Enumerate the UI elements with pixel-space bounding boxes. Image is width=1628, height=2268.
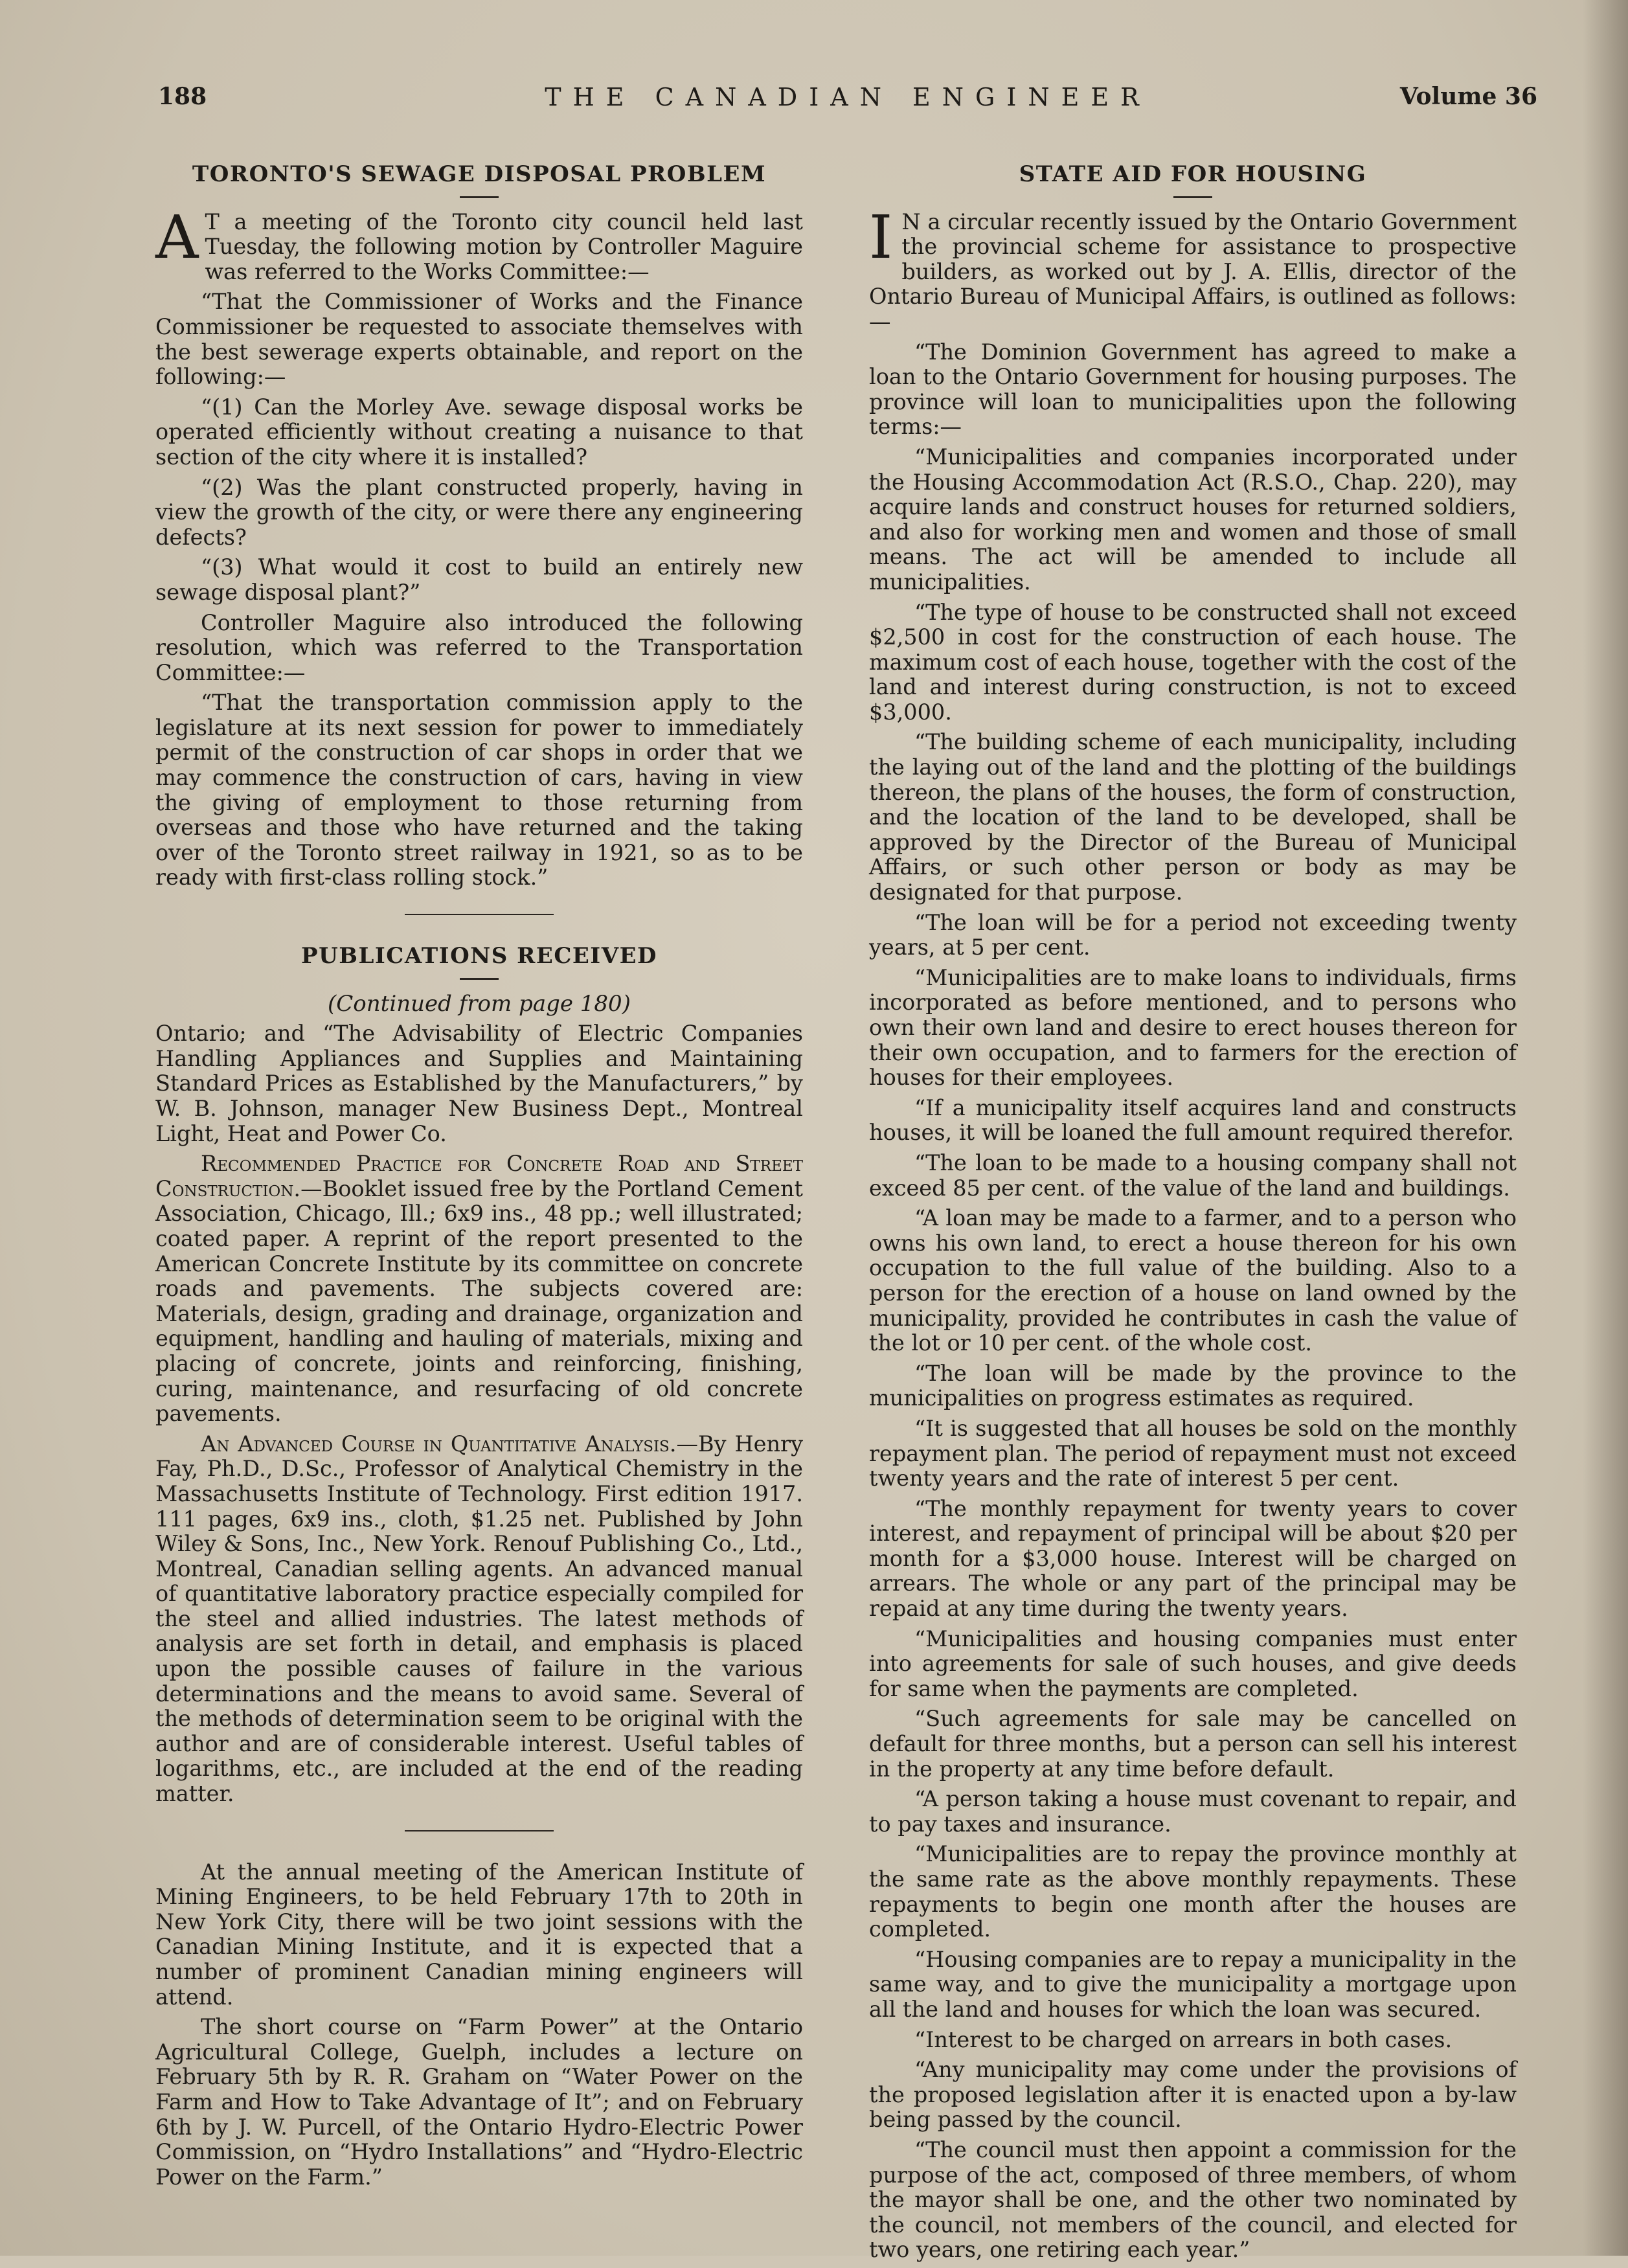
news-note: At the annual meeting of the American Institute of Mining Engineers, to be held February 17th to 20th in New York City, there will be two joint sessions with the Canadian Mining Institute, and it is expected that a number of prominent Canadian mining engineers will attend. xyxy=(155,1859,803,2010)
title-rule xyxy=(460,978,499,980)
volume-label: Volume 36 xyxy=(1399,83,1537,110)
housing-paragraph: “Interest to be charged on arrears in both cases. xyxy=(914,2026,1453,2052)
continued-note: (Continued from page 180) xyxy=(328,990,631,1017)
housing-paragraph: “Such agreements for sale may be cancelled on default for three months, but a person can sell his interest in the property at any time before default. xyxy=(869,1706,1517,1782)
sewage-paragraph: “That the Commissioner of Works and the Finance Commissioner be requested to associate themselves with the best sewerage experts obtainable, and report on the following:— xyxy=(155,289,803,390)
housing-paragraph: “The council must then appoint a commission for the purpose of the act, composed of three members, of whom the mayor shall be one, and the other two nominated by the council, not members of the council, and elected for two years, one retiring each year.” xyxy=(869,2137,1517,2263)
housing-paragraph: “Municipalities and housing companies must enter into agreements for sale of such houses, and give deeds for same when the payments are completed. xyxy=(869,1626,1517,1701)
housing-paragraph: “If a municipality itself acquires land and constructs houses, it will be loaned the full amount required therefor. xyxy=(869,1094,1517,1146)
housing-paragraph: “The building scheme of each municipality, including the laying out of the land and the plotting of the buildings thereon, the plans of the houses, the form of construction, and the location of the land to be developed, shall be approved by the Director of the Bureau of Municipal Affairs, or such other person or body as may be designated for that purpose. xyxy=(869,729,1517,905)
sewage-paragraph: “That the transportation commission apply to the legislature at its next session for power to immediately permit of the construction of car shops in order that we may commence the construction of cars, having in view the giving of employment to those returning from overseas and those who have returned and the taking over of the Toronto street railway in 1921, so as to be ready with first-class rolling stock.” xyxy=(155,690,803,890)
sewage-paragraph: Controller Maguire also introduced the following resolution, which was referred to the Transportation Committee:— xyxy=(155,609,803,685)
housing-paragraph: “Municipalities are to make loans to individuals, firms incorporated as before mentioned, and to persons who own their own land and desire to erect houses thereon for their own occupation, and to farmers for the erection of houses for their employees. xyxy=(869,964,1517,1091)
housing-paragraph: “The loan will be made by the province to the municipalities on progress estimates as required. xyxy=(869,1360,1517,1411)
housing-paragraph: “Municipalities are to repay the province monthly at the same rate as the above monthly repayments. These repayments to begin one month after the houses are completed. xyxy=(869,1841,1517,1942)
publication-entry: Recommended Practice for Concrete Road and Street Construction.—Booklet issued free by the Portland Cement Association, Chicago, Ill.; 6x9 ins., 48 pp.; well illustrated; coated paper. A reprint of the report presented to the American Concrete Institute by its committee on concrete roads and pavements. The subjects covered are: Materials, design, grading and drainage, organization and equipment, handling and hauling of materials, mixing and placing of concrete, joints and reinforcing, finishing, curing, maintenance, and resurfacing of old concrete pavements. xyxy=(155,1151,803,1427)
housing-paragraph: “The Dominion Government has agreed to make a loan to the Ontario Government for housing purposes. The province will loan to municipalities upon the following terms:— xyxy=(869,339,1517,440)
sewage-paragraph: “(3) What would it cost to build an entirely new sewage disposal plant?” xyxy=(155,554,803,605)
sewage-article-title: TORONTO'S SEWAGE DISPOSAL PROBLEM xyxy=(192,161,767,187)
publication-heading: Recommended Practice for Concrete Road and Street Construction. xyxy=(155,1151,803,1201)
publications-title: PUBLICATIONS RECEIVED xyxy=(301,943,657,970)
page-spine-shadow xyxy=(1583,0,1628,2256)
housing-paragraph: “Housing companies are to repay a municipality in the same way, and to give the municipality a mortgage upon all the land and houses for which the loan was secured. xyxy=(869,1946,1517,2022)
housing-paragraph: “It is suggested that all houses be sold on the monthly repayment plan. The period of repayment must not exceed twenty years and the rate of interest 5 per cent. xyxy=(869,1415,1517,1491)
left-column xyxy=(155,162,803,2195)
section-divider xyxy=(405,1830,554,1831)
title-rule xyxy=(1173,196,1212,198)
housing-article-title: STATE AID FOR HOUSING xyxy=(1019,161,1367,187)
publication-heading: An Advanced Course in Quantitative Analysis. xyxy=(201,1431,677,1457)
housing-paragraph: “Municipalities and companies incorporated under the Housing Accommodation Act (R.S.O., Chap. 220), may acquire lands and construct houses for returned soldiers, and also for working men and women and those of small means. The act will be amended to include all municipalities. xyxy=(869,444,1517,595)
sewage-paragraph: A T a meeting of the Toronto city council held last Tuesday, the following motion by Controller Maguire was referred to the Works Committee:— xyxy=(155,202,803,284)
sewage-paragraph: “(1) Can the Morley Ave. sewage disposal works be operated efficiently without creating a nuisance to that section of the city where it is installed? xyxy=(155,394,803,470)
housing-paragraph: “The loan will be for a period not exceeding twenty years, at 5 per cent. xyxy=(869,909,1517,960)
news-note: The short course on “Farm Power” at the Ontario Agricultural College, Guelph, includes a lecture on February 5th by R. R. Graham on “Water Power on the Farm and How to Take Advantage of It”; and on February 6th by J. W. Purcell, of the Ontario Hydro-Electric Power Commission, on “Hydro Installations” and “Hydro-Electric Power on the Farm.” xyxy=(155,2014,803,2190)
right-column xyxy=(869,162,1517,2268)
running-header xyxy=(158,83,1537,122)
housing-paragraph: “The type of house to be constructed shall not exceed $2,500 in cost for the construction of each house. The maximum cost of each house, together with the cost of the land and interest during construction, is not to exceed $3,000. xyxy=(869,599,1517,725)
drop-cap: I xyxy=(869,202,893,272)
drop-cap: A xyxy=(155,202,199,272)
housing-paragraph: “A loan may be made to a farmer, and to a person who owns his own land, to erect a house thereon for his own occupation to the full value of the building. Also to a person for the erection of a house on land owned by the municipality, provided he contributes in cash the value of the lot or 10 per cent. of the whole cost. xyxy=(869,1205,1517,1356)
housing-paragraph: I N a circular recently issued by the Ontario Government the provincial scheme for assistance to prospective builders, as worked out by J. A. Ellis, director of the Ontario Bureau of Municipal Affairs, is outlined as follows:— xyxy=(869,202,1517,334)
page-number: 188 xyxy=(158,83,207,110)
journal-title: THE CANADIAN ENGINEER xyxy=(545,83,1151,111)
publication-entry: An Advanced Course in Quantitative Analysis.—By Henry Fay, Ph.D., D.Sc., Professor of Analytical Chemistry in the Massachusetts Institute of Technology. First edition 1917. 111 pages, 6x9 ins., cloth, $1.25 net. Published by John Wiley & Sons, Inc., New York. Renouf Publishing Co., Ltd., Montreal, Canadian selling agents. An advanced manual of quantitative laboratory practice especially compiled for the steel and allied industries. The latest methods of analysis are set forth in detail, and emphasis is placed upon the possible causes of failure in the various determinations and the means to avoid same. Several of the methods of determination seem to be original with the author and are of considerable interest. Useful tables of logarithms, etc., are included at the end of the reading matter. xyxy=(155,1431,803,1807)
sewage-paragraph: “(2) Was the plant constructed properly, having in view the growth of the city, or were there any engineering defects? xyxy=(155,474,803,550)
housing-paragraph: “The monthly repayment for twenty years to cover interest, and repayment of principal will be about $20 per month for a $3,000 house. Interest will be charged on arrears. The whole or any part of the principal may be repaid at any time during the twenty years. xyxy=(869,1495,1517,1622)
housing-paragraph: “Any municipality may come under the provisions of the proposed legislation after it is enacted upon a by-law being passed by the council. xyxy=(869,2057,1517,2133)
housing-paragraph: “The loan to be made to a housing company shall not exceed 85 per cent. of the value of the land and buildings. xyxy=(869,1150,1517,1201)
title-rule xyxy=(460,196,499,198)
publication-entry: Ontario; and “The Advisability of Electric Companies Handling Appliances and Supplies and Maintaining Standard Prices as Established by the Manufacturers,” by W. B. Johnson, manager New Business Dept., Montreal Light, Heat and Power Co. xyxy=(155,1021,803,1146)
housing-paragraph: “A person taking a house must covenant to repair, and to pay taxes and insurance. xyxy=(869,1786,1517,1837)
section-divider xyxy=(405,914,554,915)
